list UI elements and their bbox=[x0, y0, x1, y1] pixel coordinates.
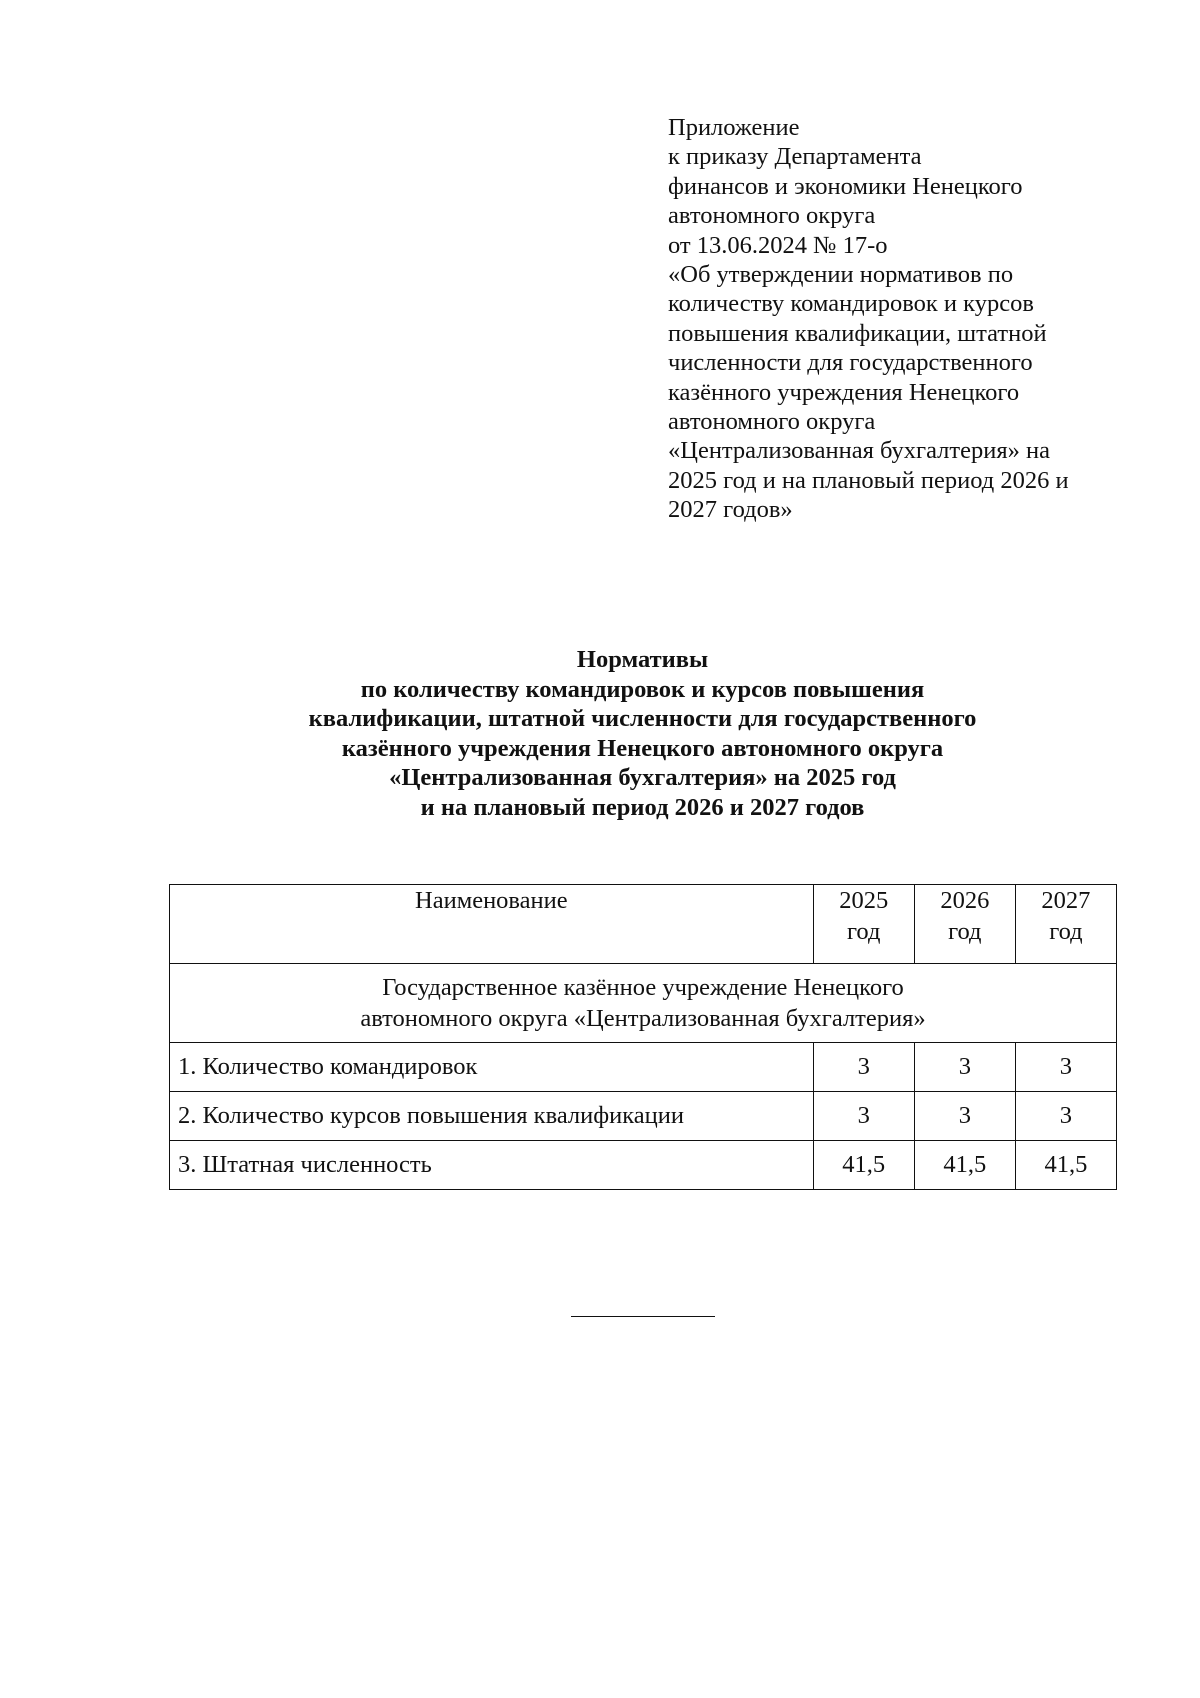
row-value: 3 bbox=[813, 1092, 914, 1141]
table-row bbox=[170, 1043, 1117, 1092]
row-value: 3 bbox=[813, 1043, 914, 1092]
row-name: 3. Штатная численность bbox=[170, 1141, 814, 1190]
row-value: 41,5 bbox=[914, 1141, 1015, 1190]
table-group-row bbox=[170, 964, 1117, 1043]
header-year-unit: год bbox=[948, 918, 982, 945]
row-value: 3 bbox=[914, 1043, 1015, 1092]
appendix-block bbox=[668, 113, 1138, 525]
appendix-line: Приложение bbox=[668, 114, 800, 141]
title-line: казённого учреждения Ненецкого автономного округа bbox=[341, 734, 944, 762]
row-value: 3 bbox=[914, 1092, 1015, 1141]
title-line: Нормативы bbox=[576, 646, 709, 673]
norms-table bbox=[169, 884, 1117, 1190]
appendix-line: «Об утверждении нормативов по bbox=[668, 261, 1014, 289]
appendix-line: численности для государственного bbox=[668, 349, 1033, 377]
title-line: и на плановый период 2026 и 2027 годов bbox=[420, 793, 865, 821]
header-year: 2026 bbox=[940, 887, 990, 914]
appendix-line: повышения квалификации, штатной bbox=[668, 319, 1047, 347]
table-header-row bbox=[170, 885, 1117, 964]
table-row bbox=[170, 1092, 1117, 1141]
title-line: по количеству командировок и курсов повышения bbox=[360, 675, 925, 703]
header-year: 2027 bbox=[1041, 887, 1091, 914]
document-title bbox=[0, 645, 1200, 823]
row-value: 3 bbox=[1015, 1043, 1116, 1092]
appendix-line: к приказу Департамента bbox=[668, 143, 922, 171]
row-name: 1. Количество командировок bbox=[170, 1043, 814, 1092]
appendix-line: автономного округа bbox=[668, 408, 876, 436]
group-heading-line: автономного округа «Централизованная бухгалтерия» bbox=[360, 1005, 926, 1032]
row-value: 41,5 bbox=[1015, 1141, 1116, 1190]
appendix-line: автономного округа bbox=[668, 202, 876, 230]
closing-divider bbox=[571, 1316, 715, 1317]
header-year-unit: год bbox=[846, 918, 881, 945]
appendix-line: от 13.06.2024 № 17-о bbox=[668, 231, 888, 259]
header-year-unit: год bbox=[1049, 918, 1083, 945]
appendix-line: 2025 год и на плановый период 2026 и bbox=[668, 466, 1069, 494]
group-heading bbox=[170, 964, 1117, 1043]
row-name: 2. Количество курсов повышения квалификации bbox=[170, 1092, 814, 1141]
title-line: «Централизованная бухгалтерия» на 2025 год bbox=[389, 764, 896, 792]
appendix-line: «Централизованная бухгалтерия» на bbox=[668, 437, 1050, 465]
row-value: 3 bbox=[1015, 1092, 1116, 1141]
group-heading-line: Государственное казённое учреждение Ненецкого bbox=[382, 974, 904, 1001]
header-year-2025 bbox=[813, 885, 914, 964]
header-name: Наименование bbox=[170, 885, 814, 964]
title-line: квалификации, штатной численности для государственного bbox=[308, 705, 977, 733]
appendix-line: количеству командировок и курсов bbox=[668, 290, 1034, 318]
header-year-2026 bbox=[914, 885, 1015, 964]
appendix-line: 2027 годов» bbox=[668, 496, 793, 524]
row-value: 41,5 bbox=[813, 1141, 914, 1190]
header-year-2027 bbox=[1015, 885, 1116, 964]
appendix-line: финансов и экономики Ненецкого bbox=[668, 172, 1023, 200]
header-year: 2025 bbox=[839, 887, 889, 914]
table-row bbox=[170, 1141, 1117, 1190]
appendix-line: казённого учреждения Ненецкого bbox=[668, 378, 1020, 406]
